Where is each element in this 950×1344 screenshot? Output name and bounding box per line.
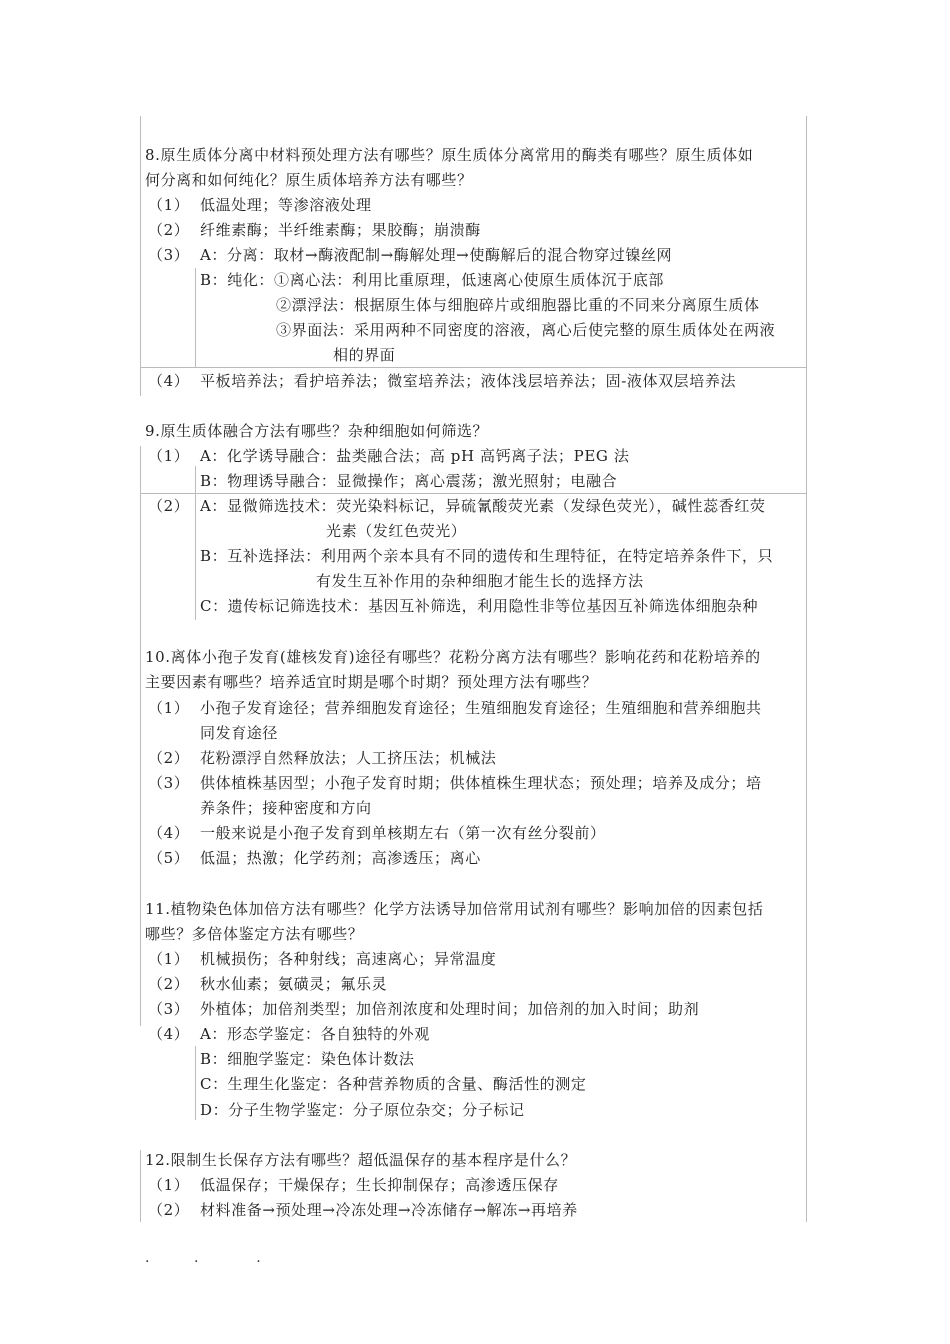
- answer-text: 一般来说是小孢子发育到单核期左右（第一次有丝分裂前）: [200, 824, 606, 842]
- row-divider-q9: [140, 493, 807, 494]
- q8-answer-4: [148, 371, 736, 391]
- right-border: [806, 116, 807, 1222]
- answer-text: 机械损伤；各种射线；高速离心；异常温度: [200, 950, 497, 968]
- q9-answer-1: [148, 446, 629, 466]
- left-border-q12: [140, 1150, 141, 1222]
- answer-text: A：显微筛选技术：荧光染料标记，异硫氰酸荧光素（发绿色荧光），碱性蕊香红荧: [200, 497, 766, 515]
- q8-answer-2: [148, 220, 481, 240]
- answer-number: （3）: [148, 1000, 190, 1018]
- q8-answer-1: [148, 195, 372, 215]
- answer-text: 外植体；加倍剂类型；加倍剂浓度和处理时间；加倍剂的加入时间；助剂: [200, 1000, 700, 1018]
- q11-answer-2: [148, 974, 387, 994]
- inner-border-q9: [195, 466, 196, 620]
- q10-answer-1: [148, 698, 762, 718]
- q9-answer-2: [148, 496, 766, 516]
- q10-answer-5: [148, 848, 481, 868]
- answer-number: （4）: [148, 824, 190, 842]
- answer-number: （4）: [148, 372, 190, 390]
- q12-answer-2: [148, 1200, 578, 1220]
- answer-text: A：化学诱导融合：盐类融合法；高 pH 高钙离子法；PEG 法: [200, 447, 630, 465]
- answer-text: 小孢子发育途径；营养细胞发育途径；生殖细胞发育途径；生殖细胞和营养细胞共: [200, 699, 762, 717]
- q11-title-line2: 哪些？多倍体鉴定方法有哪些？: [145, 925, 364, 943]
- answer-text: 平板培养法；看护培养法；微室培养法；液体浅层培养法；固-液体双层培养法: [200, 372, 737, 390]
- q8-answer-3b3: ③界面法：采用两种不同密度的溶液，离心后使完整的原生质体处在两液: [276, 321, 776, 339]
- q10-title-line2: 主要因素有哪些？培养适宜时期是哪个时期？预处理方法有哪些？: [145, 673, 598, 691]
- q10-answer-4: [148, 823, 606, 843]
- answer-text: A：分离：取材→酶液配制→酶解处理→使酶解后的混合物穿过镍丝网: [200, 246, 673, 264]
- answer-number: （1）: [148, 1176, 190, 1194]
- q11-title-line1: 11.植物染色体加倍方法有哪些？化学方法诱导加倍常用试剂有哪些？影响加倍的因素包括: [145, 900, 764, 918]
- footer-dots: . . .: [145, 1250, 261, 1266]
- left-border-q10: [140, 646, 141, 1026]
- q11-answer-3: [148, 999, 699, 1019]
- answer-number: （5）: [148, 849, 190, 867]
- answer-text: 低温处理；等渗溶液处理: [200, 196, 372, 214]
- row-divider-q8: [140, 367, 807, 368]
- q8-answer-3b: B：纯化：①离心法：利用比重原理，低速离心使原生质体沉于底部: [200, 271, 665, 289]
- q8-title-line2: 何分离和如何纯化？原生质体培养方法有哪些？: [145, 171, 473, 189]
- q9-answer-2b: B：互补选择法：利用两个亲本具有不同的遗传和生理特征，在特定培养条件下，只: [200, 547, 774, 565]
- q9-answer-2c: C：遗传标记筛选技术：基因互补筛选，利用隐性非等位基因互补筛选体细胞杂种: [200, 597, 759, 615]
- answer-text: 花粉漂浮自然释放法；人工挤压法；机械法: [200, 749, 497, 767]
- answer-number: （4）: [148, 1025, 190, 1043]
- answer-text: 纤维素酶；半纤维素酶；果胶酶；崩溃酶: [200, 221, 481, 239]
- answer-text: 低温；热激；化学药剂；高渗透压；离心: [200, 849, 481, 867]
- q11-answer-1: [148, 949, 496, 969]
- q9-answer-2b-cont: 有发生互补作用的杂种细胞才能生长的选择方法: [316, 572, 644, 590]
- q8-answer-3: [148, 245, 672, 265]
- inner-border-q8: [195, 268, 196, 367]
- answer-number: （2）: [148, 749, 190, 767]
- q9-answer-1b: B：物理诱导融合：显微操作；离心震荡；激光照射；电融合: [200, 472, 618, 490]
- q10-answer-2: [148, 748, 496, 768]
- answer-text: 低温保存；干燥保存；生长抑制保存；高渗透压保存: [200, 1176, 559, 1194]
- q10-title-line1: 10.离体小孢子发育(雄核发育)途径有哪些？花粉分离方法有哪些？影响花药和花粉培养的: [145, 648, 761, 666]
- q12-title: 12.限制生长保存方法有哪些？超低温保存的基本程序是什么？: [145, 1151, 577, 1169]
- answer-text: 秋水仙素；氨磺灵；氟乐灵: [200, 975, 388, 993]
- answer-text: A：形态学鉴定：各自独特的外观: [200, 1025, 430, 1043]
- answer-number: （2）: [148, 975, 190, 993]
- q8-answer-3b3-cont: 相的界面: [333, 346, 396, 364]
- answer-text: 材料准备→预处理→冷冻处理→冷冻储存→解冻→再培养: [200, 1201, 578, 1219]
- q10-answer-1-cont: 同发育途径: [200, 724, 279, 742]
- left-border-q9: [140, 446, 141, 646]
- q10-answer-3: [148, 773, 762, 793]
- q10-answer-3-cont: 养条件；接种密度和方向: [200, 799, 372, 817]
- q11-answer-4d: D：分子生物学鉴定：分子原位杂交；分子标记: [200, 1101, 525, 1119]
- answer-number: （3）: [148, 774, 190, 792]
- answer-number: （3）: [148, 246, 190, 264]
- answer-number: （1）: [148, 196, 190, 214]
- q8-title-line1: 8.原生质体分离中材料预处理方法有哪些？原生质体分离常用的酶类有哪些？原生质体如: [145, 146, 754, 164]
- answer-text: 供体植株基因型；小孢子发育时期；供体植株生理状态；预处理；培养及成分；培: [200, 774, 762, 792]
- answer-number: （2）: [148, 221, 190, 239]
- q11-answer-4b: B：细胞学鉴定：染色体计数法: [200, 1050, 415, 1068]
- q9-title: 9.原生质体融合方法有哪些？杂种细胞如何筛选？: [145, 422, 489, 440]
- answer-number: （2）: [148, 497, 190, 515]
- left-border-q8: [140, 116, 141, 396]
- q12-answer-1: [148, 1175, 559, 1195]
- answer-number: （1）: [148, 699, 190, 717]
- answer-number: （2）: [148, 1201, 190, 1219]
- inner-border-q11: [195, 1046, 196, 1120]
- q8-answer-3b2: ②漂浮法：根据原生体与细胞碎片或细胞器比重的不同来分离原生质体: [276, 296, 760, 314]
- answer-number: （1）: [148, 950, 190, 968]
- q11-answer-4: [148, 1024, 430, 1044]
- q9-answer-2a-cont: 光素（发红色荧光）: [326, 522, 467, 540]
- q11-answer-4c: C：生理生化鉴定：各种营养物质的含量、酶活性的测定: [200, 1075, 587, 1093]
- answer-number: （1）: [148, 447, 190, 465]
